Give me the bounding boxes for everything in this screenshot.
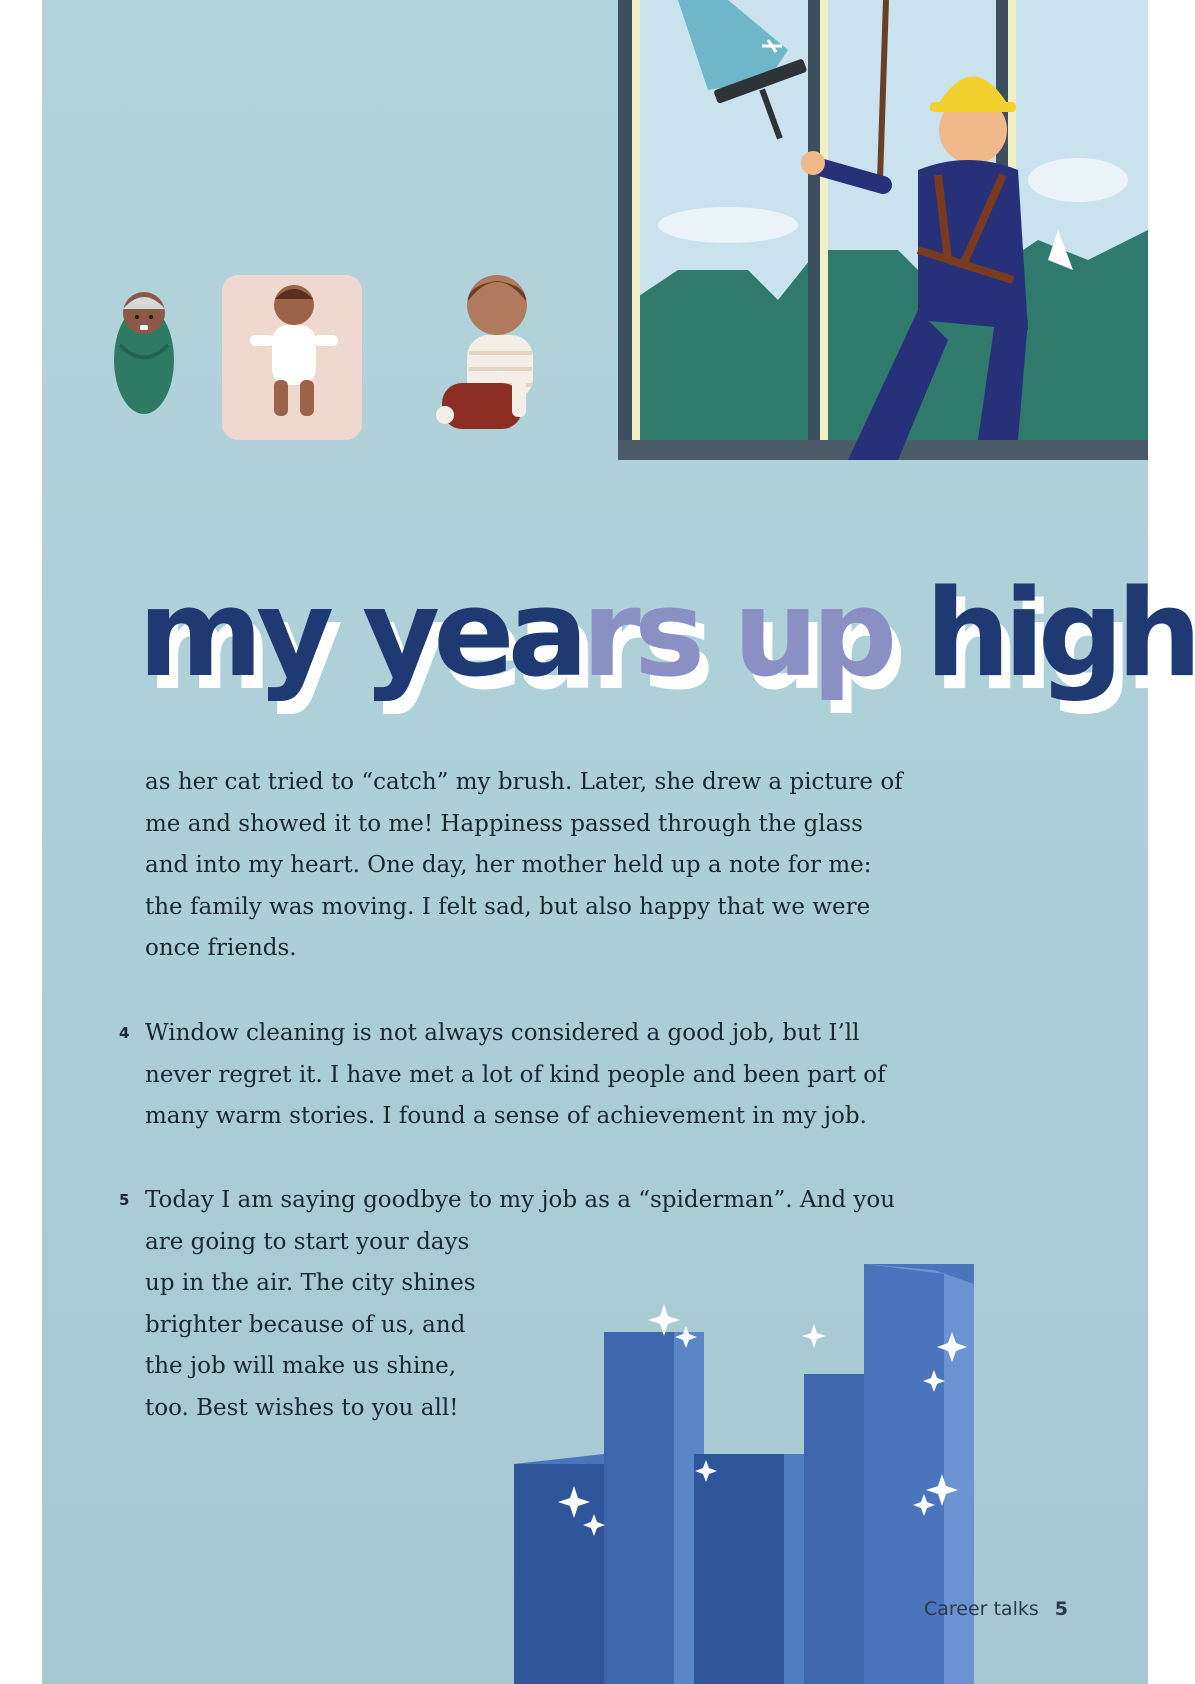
title-word: up — [733, 565, 926, 704]
paragraph-number: 4 — [119, 1024, 130, 1042]
window-cleaner-illustration — [618, 0, 1148, 460]
page-title — [138, 565, 1195, 704]
section-name: Career talks — [923, 1598, 1039, 1620]
paragraph-4 — [119, 1013, 905, 1138]
paragraph-5-first-line: Today I am saying goodbye to my job as a “spiderman”. And you — [145, 1187, 896, 1213]
page-footer — [924, 1598, 1068, 1620]
newborn-icon — [114, 292, 174, 414]
page — [42, 0, 1195, 1684]
paragraph-5-text: are going to start your days up in the air. The city shines brighter because of us, and the job will make us shine, too. Best wishes to you all! — [145, 1228, 476, 1421]
paragraph-number: 5 — [119, 1191, 130, 1209]
page-number: 5 — [1054, 1598, 1068, 1620]
title-word: my — [138, 565, 363, 704]
baby-on-blanket-icon — [222, 275, 362, 440]
baby-growth-illustration — [102, 275, 562, 495]
title-word: high — [925, 565, 1195, 704]
paragraph-3: as her cat tried to “catch” my brush. Later, she drew a picture of me and showed it to me! Happiness passed through the glass and into my heart. One day, her mother held up a note for me: the family was moving. I felt sad, but also happy that we were once friends. — [145, 769, 903, 961]
title-word: years — [362, 565, 734, 704]
city-buildings-illustration — [514, 1264, 1034, 1684]
crawling-toddler-icon — [436, 275, 533, 429]
paragraph-4-text: Window cleaning is not always considered a good job, but I’ll never regret it. I have met a lot of kind people and been part of many warm stories. I found a sense of achievement in my job. — [145, 1020, 886, 1129]
